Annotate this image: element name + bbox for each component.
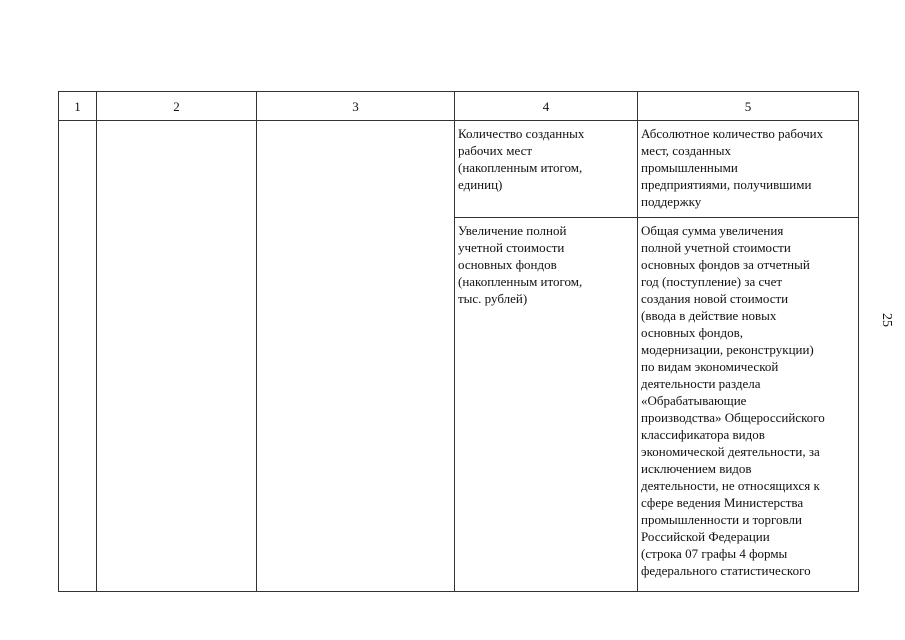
indicator-text: Увеличение полной учетной стоимости основных фондов (накопленным итогом, тыс. рублей) bbox=[458, 223, 583, 306]
column-header-5: 5 bbox=[638, 92, 859, 121]
column-header-1: 1 bbox=[59, 92, 97, 121]
indicator-table bbox=[58, 91, 859, 592]
indicator-text: Количество созданных рабочих мест (накопленным итогом, единиц) bbox=[458, 126, 585, 192]
description-cell bbox=[638, 218, 859, 592]
table-row bbox=[59, 121, 859, 218]
column-header-3: 3 bbox=[257, 92, 455, 121]
indicator-cell bbox=[455, 121, 638, 218]
description-cell bbox=[638, 121, 859, 218]
page-number: 25 bbox=[879, 313, 894, 327]
cell-col-1 bbox=[59, 121, 97, 592]
cell-col-2 bbox=[97, 121, 257, 592]
description-text: Общая сумма увеличения полной учетной стоимости основных фондов за отчетный год (поступление) за счет создания новой стоимости (ввода в действие новых основных фондов, модернизации, реконструкции) по видам экономической деятельности раздела «Обрабатывающие производства» Общероссийского классификатора видов экономической деятельности, за исключением видов деятельности, не относящихся к сфере ведения Министерства промышленности и торговли Российской Федерации (строка 07 графы 4 формы федерального статистического bbox=[641, 223, 825, 578]
cell-col-3 bbox=[257, 121, 455, 592]
header-row bbox=[59, 92, 859, 121]
column-header-2: 2 bbox=[97, 92, 257, 121]
indicator-cell bbox=[455, 218, 638, 592]
column-header-4: 4 bbox=[455, 92, 638, 121]
description-text: Абсолютное количество рабочих мест, созданных промышленными предприятиями, получившими поддержку bbox=[641, 126, 824, 209]
